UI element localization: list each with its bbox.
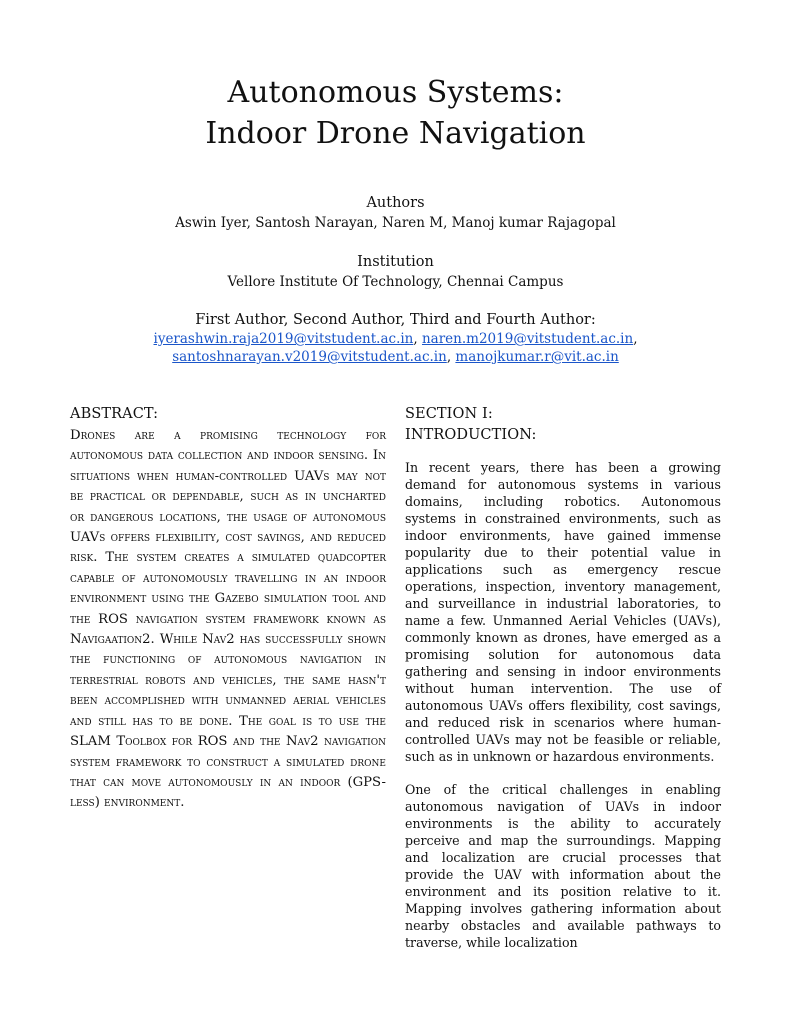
institution-label: Institution xyxy=(357,254,434,270)
section-heading-number: SECTION I: xyxy=(405,406,493,422)
email-separator: , xyxy=(633,331,638,347)
paper-title-line-1: Autonomous Systems: xyxy=(227,75,564,110)
institution-name: Vellore Institute Of Technology, Chennai Campus xyxy=(227,274,564,290)
paper-title-line-2: Indoor Drone Navigation xyxy=(205,116,586,151)
intro-paragraph-1: In recent years, there has been a growing demand for autonomous systems in various domains, including robotics. Autonomous systems in constrained environments, such as indoor environments, have gained immense popularity due to their potential value in applications such as emergency rescue operations, inspection, inventory management, and surveillance in industrial laboratories, to name a few. Unmanned Aerial Vehicles (UAVs), commonly known as drones, have emerged as a promising solution for autonomous data gathering and sensing in indoor environments without human intervention. The use of autonomous UAVs offers flexibility, cost savings, and reduced risk in scenarios where human-controlled UAVs may not be feasible or reliable, such as in unknown or hazardous environments. xyxy=(405,460,721,764)
email-line-1 xyxy=(0,330,791,349)
email-link-third-author[interactable]: naren.m2019@vitstudent.ac.in xyxy=(421,331,634,347)
section-heading-title: INTRODUCTION: xyxy=(405,427,537,443)
intro-paragraph-2: One of the critical challenges in enabling autonomous navigation of UAVs in indoor environments is the ability to accurately perceive and map the surroundings. Mapping and localization are crucial processes that provide the UAV with information about the environment and its position relative to it. Mapping involves gathering information about nearby obstacles and available pathways to traverse, while localization xyxy=(405,782,721,950)
email-link-second-author[interactable]: santoshnarayan.v2019@vitstudent.ac.in xyxy=(172,349,447,365)
authors-label: Authors xyxy=(366,195,425,211)
abstract-body: Drones are a promising technology for autonomous data collection and indoor sensing. In situations when human-controlled UAVs may not be practical or dependable, such as in uncharted or dangerous locations, the usage of autonomous UAVs offers flexibility, cost savings, and reduced risk. The system creates a simulated quadcopter capable of autonomously travelling in an indoor environment using the Gazebo simulation tool and the ROS navigation system framework known as Navigaation2. While Nav2 has successfully shown the functioning of autonomous navigation in terrestrial robots and vehicles, the same hasn't been accomplished with unmanned aerial vehicles and still has to be done. The goal is to use the SLAM Toolbox for ROS and the Nav2 navigation system framework to construct a simulated drone that can move autonomously in an indoor (GPS-less) environment. xyxy=(70,428,386,811)
email-line-2 xyxy=(0,348,791,367)
email-separator: , xyxy=(446,349,456,365)
abstract-heading: ABSTRACT: xyxy=(70,406,159,422)
email-link-fourth-author[interactable]: manojkumar.r@vit.ac.in xyxy=(455,349,619,365)
contact-label: First Author, Second Author, Third and Fourth Author: xyxy=(195,312,596,328)
introduction-column xyxy=(405,404,721,951)
abstract-column xyxy=(70,404,386,814)
email-separator: , xyxy=(413,331,422,347)
email-link-first-author[interactable]: iyerashwin.raja2019@vitstudent.ac.in xyxy=(153,331,414,347)
authors-names: Aswin Iyer, Santosh Narayan, Naren M, Manoj kumar Rajagopal xyxy=(175,215,616,231)
